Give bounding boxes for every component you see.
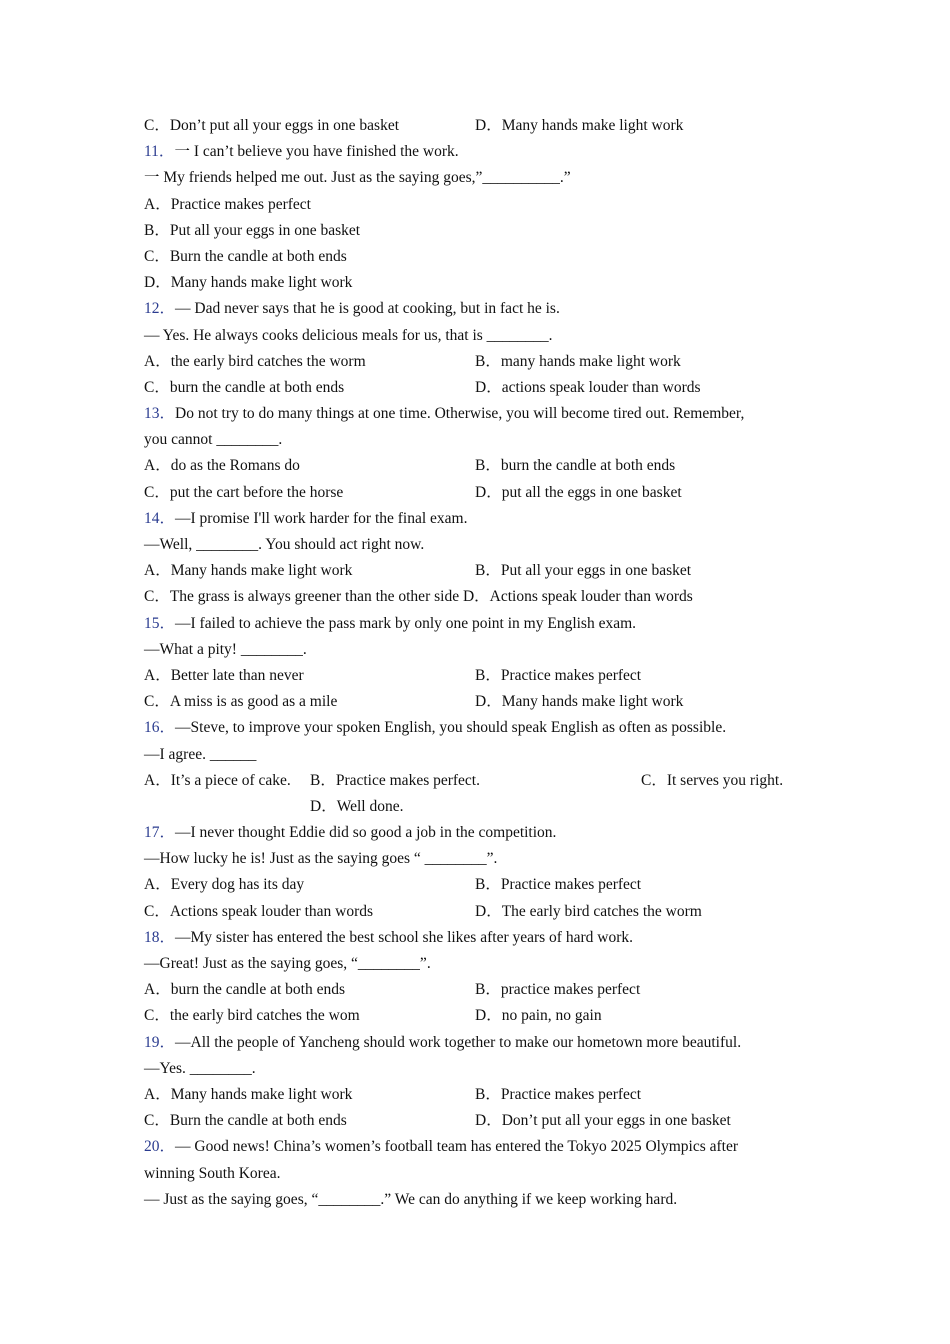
question-text: —I failed to achieve the pass mark by only one point in my English exam. — [175, 614, 637, 632]
option-b: B．Practice makes perfect. — [310, 771, 480, 789]
question-text: Do not try to do many things at one time. Otherwise, you will become tired out. Remember, — [175, 405, 745, 423]
question-number: 11． — [144, 143, 175, 161]
question-text: —All the people of Yancheng should work together to make our hometown more beautiful. — [175, 1033, 742, 1051]
text-line — [144, 323, 804, 349]
option-d: D．Well done. — [310, 797, 404, 815]
line-text: —Yes. ________. — [144, 1059, 256, 1077]
line-text: winning South Korea. — [144, 1164, 281, 1182]
text-line — [144, 165, 804, 191]
question-text: —My sister has entered the best school she likes after years of hard work. — [175, 928, 633, 946]
option-left: C．A miss is as good as a mile — [144, 693, 338, 711]
option-row — [144, 899, 804, 925]
question-number: 15． — [144, 614, 176, 632]
option-right: B．practice makes perfect — [475, 981, 641, 999]
line-text: D．Many hands make light work — [144, 274, 353, 292]
option-right: B．Practice makes perfect — [475, 1085, 642, 1103]
question-text: 一 I can’t believe you have finished the work. — [174, 143, 459, 161]
option-right: B．burn the candle at both ends — [475, 457, 676, 475]
option-right: D．Many hands make light work — [475, 117, 684, 134]
option-right: D．actions speak louder than words — [475, 378, 701, 396]
text-line — [144, 846, 804, 872]
option-row — [144, 375, 804, 401]
option-row — [144, 453, 804, 479]
text-line — [144, 192, 804, 218]
option-right: D．no pain, no gain — [475, 1007, 602, 1025]
question-text: —I promise I'll work harder for the final exam. — [175, 509, 468, 527]
text-line — [144, 742, 804, 768]
text-line — [144, 427, 804, 453]
line-text: —How lucky he is! Just as the saying goes “ ________”. — [144, 850, 498, 868]
line-text: —Well, ________. You should act right now. — [144, 536, 425, 553]
option-row — [144, 768, 804, 794]
question-stem — [144, 1030, 804, 1056]
question-stem — [144, 296, 804, 322]
question-number: 12． — [144, 300, 176, 318]
text-line — [144, 1161, 804, 1187]
line-text: —What a pity! ________. — [144, 640, 307, 658]
option-row — [144, 558, 804, 584]
option-right: D．Many hands make light work — [475, 693, 684, 711]
option-left: C．Actions speak louder than words — [144, 902, 374, 920]
text-line — [144, 637, 804, 663]
text-line — [144, 1187, 804, 1213]
option-row — [144, 480, 804, 506]
option-right: D．put all the eggs in one basket — [475, 483, 682, 501]
line-text: —I agree. ______ — [144, 745, 257, 763]
question-text: — Dad never says that he is good at cooking, but in fact he is. — [175, 300, 560, 318]
option-a: A．It’s a piece of cake. — [144, 771, 291, 789]
question-stem — [144, 401, 804, 427]
question-text: —Steve, to improve your spoken English, you should speak English as often as possible. — [175, 719, 727, 737]
line-text: — Yes. He always cooks delicious meals for us, that is ________. — [144, 326, 553, 344]
text-line — [144, 532, 804, 558]
question-text: — Good news! China’s women’s football team has entered the Tokyo 2025 Olympics after — [175, 1138, 738, 1156]
option-row — [144, 689, 804, 715]
line-text: C．Burn the candle at both ends — [144, 247, 347, 265]
option-left: A．do as the Romans do — [144, 457, 300, 475]
option-left: C．Burn the candle at both ends — [144, 1112, 347, 1130]
option-row — [144, 1082, 804, 1108]
line-text: —Great! Just as the saying goes, “________”. — [144, 955, 431, 972]
question-number: 14． — [144, 509, 176, 527]
line-text: you cannot ________. — [144, 431, 283, 449]
option-row — [144, 1003, 804, 1029]
option-row — [144, 794, 804, 820]
line-text: — Just as the saying goes, “________.” We can do anything if we keep working hard. — [144, 1190, 678, 1208]
line-text: 一 My friends helped me out. Just as the saying goes,”__________.” — [144, 169, 571, 187]
line-text: B．Put all your eggs in one basket — [144, 221, 361, 239]
text-line — [144, 1056, 804, 1082]
question-number: 16． — [144, 719, 176, 737]
option-row — [144, 1108, 804, 1134]
line-text: C．The grass is always greener than the other side D．Actions speak louder than words — [144, 588, 693, 606]
question-stem — [144, 715, 804, 741]
text-line — [144, 951, 804, 977]
question-stem — [144, 1134, 804, 1160]
option-left: A．Many hands make light work — [144, 1085, 353, 1103]
option-left: A．Every dog has its day — [144, 876, 305, 894]
option-right: B．many hands make light work — [475, 352, 681, 370]
question-stem — [144, 139, 804, 165]
option-right: B．Put all your eggs in one basket — [475, 562, 692, 580]
option-right: B．Practice makes perfect — [475, 876, 642, 894]
option-left: A．burn the candle at both ends — [144, 981, 346, 999]
question-number: 17． — [144, 824, 176, 842]
text-line — [144, 218, 804, 244]
text-line — [144, 270, 804, 296]
option-row — [144, 977, 804, 1003]
question-stem — [144, 611, 804, 637]
question-stem — [144, 506, 804, 532]
option-c: C．It serves you right. — [641, 771, 784, 789]
option-left: C．Don’t put all your eggs in one basket — [144, 117, 400, 134]
option-left: A．the early bird catches the worm — [144, 352, 366, 370]
option-row — [144, 113, 804, 139]
option-right: D．The early bird catches the worm — [475, 902, 702, 920]
question-text: —I never thought Eddie did so good a job in the competition. — [175, 824, 557, 842]
question-number: 20． — [144, 1138, 176, 1156]
option-left: C．the early bird catches the wom — [144, 1007, 360, 1025]
option-left: A．Better late than never — [144, 666, 304, 684]
option-row — [144, 872, 804, 898]
option-right: D．Don’t put all your eggs in one basket — [475, 1112, 731, 1130]
question-stem — [144, 820, 804, 846]
question-stem — [144, 925, 804, 951]
option-left: C．burn the candle at both ends — [144, 378, 345, 396]
option-left: C．put the cart before the horse — [144, 483, 344, 501]
option-left: A．Many hands make light work — [144, 562, 353, 580]
question-number: 13． — [144, 405, 176, 423]
line-text: A．Practice makes perfect — [144, 195, 311, 213]
text-line — [144, 584, 804, 610]
option-row — [144, 349, 804, 375]
question-list — [144, 113, 804, 1213]
option-row — [144, 663, 804, 689]
question-number: 19． — [144, 1033, 176, 1051]
question-number: 18． — [144, 928, 176, 946]
text-line — [144, 244, 804, 270]
option-right: B．Practice makes perfect — [475, 666, 642, 684]
